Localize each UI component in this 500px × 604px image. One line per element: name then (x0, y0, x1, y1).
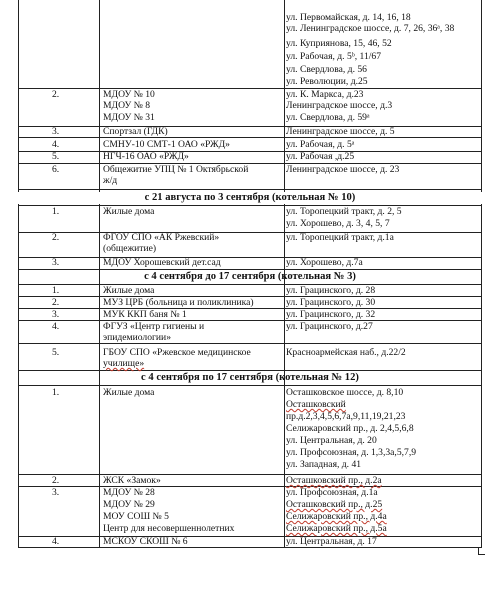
address-line: ул. Революции, д.25 (286, 76, 368, 87)
section-header: с 21 августа по 3 сентября (котельная № 10) (18, 192, 482, 204)
address-line: ул. Грацинского, д. 28 (286, 285, 376, 296)
object-name: Жилые дома (103, 285, 155, 296)
address-line: ул. Рабочая, д. 5ᵇ, 11/67 (286, 51, 382, 62)
row-divider (18, 232, 482, 233)
address-line: ул. Грацинского, д.27 (286, 321, 373, 332)
table-end-marker (478, 548, 485, 555)
row-divider (18, 189, 482, 190)
row-divider (18, 269, 482, 270)
address-line: пр.д.2,3,4,5,6,7а,9,11,19,21,23 (286, 411, 406, 422)
row-divider (18, 320, 482, 321)
object-name: МДОУ № 29 (103, 499, 155, 510)
section-header-divider (18, 205, 482, 206)
address-line: Осташковский (286, 399, 346, 410)
row-divider (18, 257, 482, 258)
row-number: 4. (52, 139, 60, 150)
address-line: ул. Торопецкий тракт, д. 2, 5 (286, 206, 402, 217)
object-name: МУК ККП баня № 1 (103, 309, 187, 320)
address-line: ул. Первомайская, д. 14, 16, 18 (286, 12, 411, 23)
address-line: Селижаровский пр., д.4а (286, 511, 387, 522)
row-number: 4. (52, 321, 60, 332)
row-number: 3. (52, 487, 60, 498)
object-name: Центр для несовершеннолетних (103, 523, 235, 534)
row-divider (18, 536, 482, 537)
address-line: Осташковский пр., д.2а (286, 475, 382, 486)
object-name: Спортзал (ГДК) (103, 126, 168, 137)
object-name: ФГУЗ «Центр гигиены и (103, 321, 205, 332)
row-number: 2. (52, 475, 60, 486)
row-divider (18, 88, 482, 89)
row-divider (18, 474, 482, 475)
row-divider (18, 137, 482, 138)
object-name: ГБОУ СПО «Ржевское медицинское (103, 347, 251, 358)
address-line: ул. Ленинградское шоссе, д. 7, 26, 36ᵃ, 38 (286, 23, 455, 34)
address-line: Осташковский пр., д.25 (286, 499, 383, 510)
row-number: 3. (52, 257, 60, 268)
row-number: 1. (52, 387, 60, 398)
schedule-table (18, 0, 482, 548)
object-name: Жилые дома (103, 387, 155, 398)
row-divider (18, 163, 482, 164)
row-number: 3. (52, 309, 60, 320)
section-header: с 4 сентября по 17 сентября (котельная № 12) (141, 372, 359, 383)
row-number: 2. (52, 232, 60, 243)
object-name: Общежитие УПЦ № 1 Октябрьской (103, 164, 249, 175)
object-name: МДОУ Хорошевский дет.сад (103, 257, 221, 268)
address-line: ул. Грацинского, д. 30 (286, 297, 376, 308)
address-line: ул. Куприянова, 15, 46, 52 (286, 38, 392, 49)
row-number: 2. (52, 89, 60, 100)
row-number: 2. (52, 297, 60, 308)
object-name: МДОУ № 10 (103, 89, 155, 100)
address-line: ул. Профсоюзная, д. 1,3,3а,5,7,9 (286, 447, 417, 458)
object-name: (общежитие) (103, 243, 157, 254)
row-number: 5. (52, 151, 60, 162)
object-name: МДОУ № 8 (103, 100, 151, 111)
section-header: с 4 сентября до 17 сентября (котельная № 3) (144, 271, 356, 282)
section-header-divider (18, 284, 482, 285)
row-divider (18, 343, 482, 344)
row-divider (18, 151, 482, 152)
object-name: ж/д (103, 175, 118, 186)
section-header-divider (18, 385, 482, 386)
address-line: ул. Хорошево, д. 3, 4, 5, 7 (286, 218, 390, 229)
address-line: Селижаровский пр., д. 2,4,5,6,8 (286, 423, 414, 434)
address-line: Ленинградское шоссе, д. 5 (286, 126, 395, 137)
address-line: ул. Торопецкий тракт, д.1а (286, 232, 394, 243)
address-line: ул. Профсоюзная, д.1а (286, 487, 378, 498)
address-line: Красноармейская наб., д.22/2 (286, 347, 406, 358)
address-line: ул. Центральная, д. 20 (286, 435, 377, 446)
row-number: 4. (52, 536, 60, 547)
address-line: ул. Свердлова, д. 56 (286, 64, 367, 75)
row-divider (18, 486, 482, 487)
address-line: ул. Хорошево, д.7а (286, 257, 363, 268)
address-line: Селижаровский пр., д.5а (286, 523, 387, 534)
object-name: МДОУ № 28 (103, 487, 155, 498)
table-border-bottom (18, 547, 482, 548)
address-line: ул. Рабочая, д. 5ᵃ (286, 139, 355, 150)
object-name: НГЧ-16 ОАО «РЖД» (103, 151, 189, 162)
address-line: ул. К. Маркса, д.23 (286, 89, 364, 100)
object-name: училище» (103, 358, 145, 369)
object-name: МУЗ ЦРБ (больница и поликлиника) (103, 297, 254, 308)
object-name: МОУ СОШ № 5 (103, 511, 169, 522)
object-name: ЖСК «Замок» (103, 475, 161, 486)
row-divider (18, 126, 482, 127)
row-number: 5. (52, 347, 60, 358)
address-line: Ленинградское шоссе, д.3 (286, 100, 393, 111)
object-name: эпидемиологии» (103, 332, 171, 343)
address-line: ул. Западная, д. 41 (286, 459, 362, 470)
row-number: 6. (52, 164, 60, 175)
object-name: МДОУ № 31 (103, 112, 155, 123)
object-name: Жилые дома (103, 206, 155, 217)
row-number: 1. (52, 285, 60, 296)
row-divider (18, 370, 482, 371)
object-name: СМНУ-10 СМТ-1 ОАО «РЖД» (103, 139, 230, 150)
object-name: ФГОУ СПО «АК Ржевский» (103, 232, 220, 243)
object-name: МСКОУ СКОШ № 6 (103, 536, 188, 547)
address-line: ул. Грацинского, д. 32 (286, 309, 376, 320)
address-line: Осташковское шоссе, д. 8,10 (286, 387, 404, 398)
address-line: Ленинградское шоссе, д. 23 (286, 164, 400, 175)
address-line: ул. Центральная, д. 17 (286, 536, 377, 547)
row-number: 3. (52, 126, 60, 137)
address-line: ул. Свердлова, д. 59ᵃ (286, 112, 370, 123)
address-line: ул. Рабочая ,д.25 (286, 151, 355, 162)
row-number: 1. (52, 206, 60, 217)
